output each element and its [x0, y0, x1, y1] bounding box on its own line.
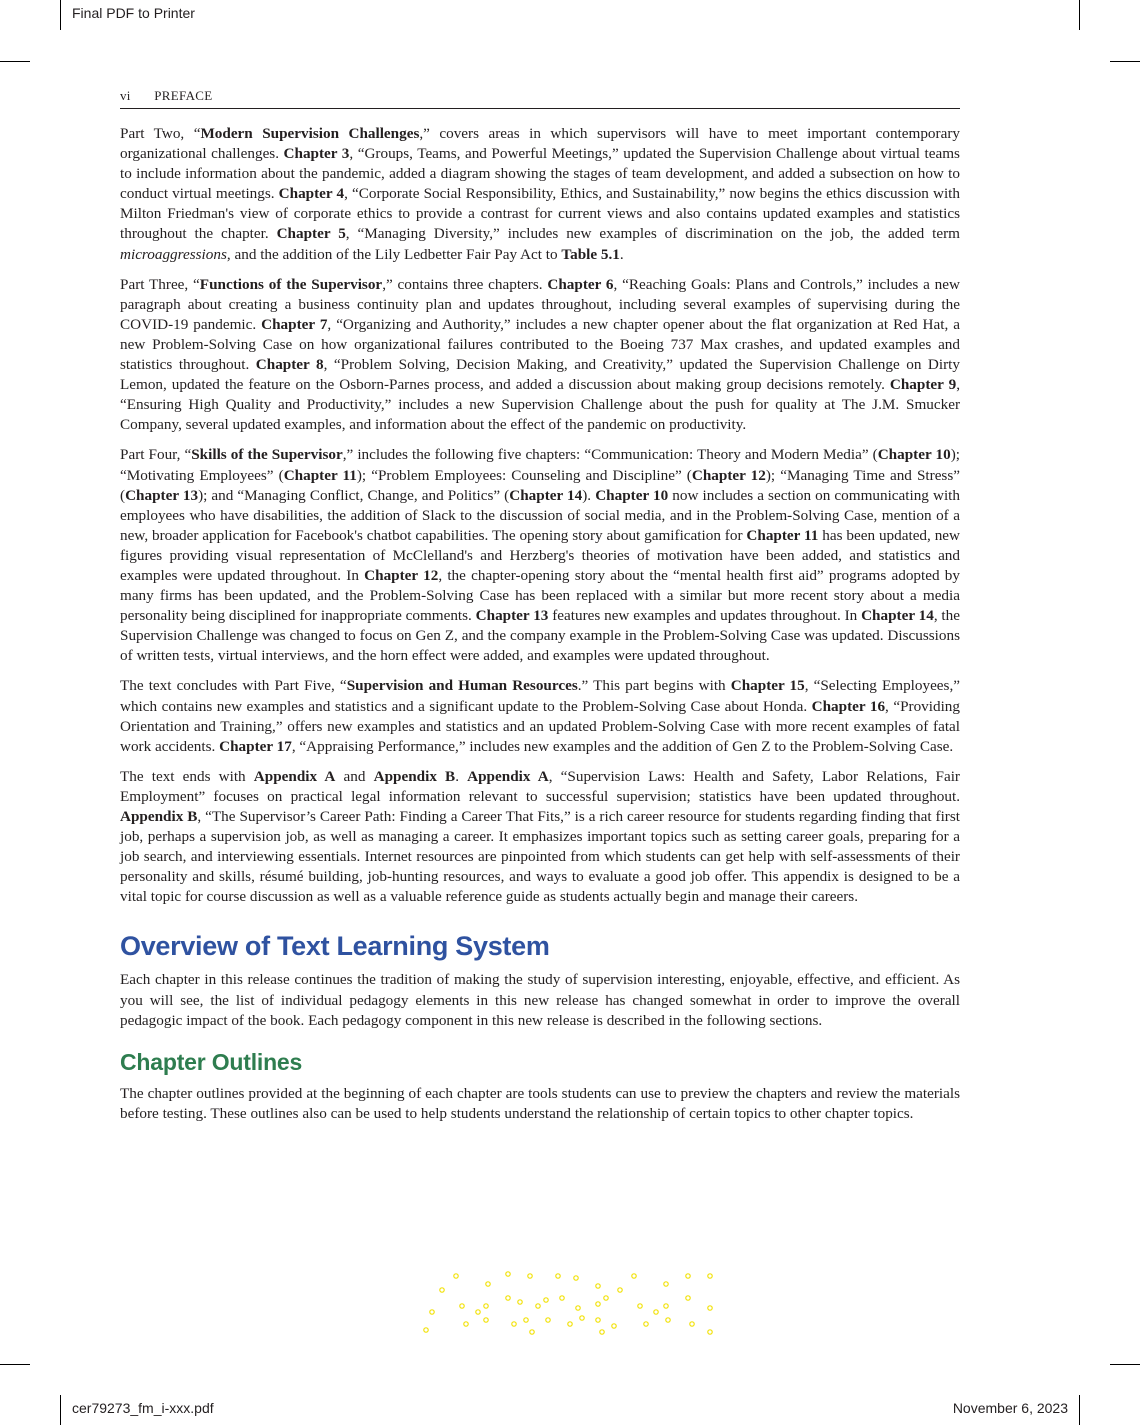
decorative-dot	[484, 1304, 488, 1308]
decorative-dot	[596, 1302, 600, 1306]
bold-run: Chapter 7	[261, 315, 328, 333]
text-run: has been updated, new figures providing visual representation of McClelland's and Herzberg's theories of motivation have been added, and statistics and examples were updated throughout. In	[120, 526, 961, 584]
text-run: ); “Problem Employees: Counseling and Discipline” (	[356, 466, 692, 484]
subsection-heading: Chapter Outlines	[120, 1048, 303, 1075]
decorative-dot	[580, 1316, 584, 1320]
bold-run: Chapter 13	[125, 486, 199, 504]
decorative-dot	[544, 1298, 548, 1302]
decorative-dot	[596, 1284, 600, 1288]
decorative-dot	[454, 1274, 458, 1278]
bold-run: Chapter 13	[475, 607, 549, 625]
bold-run: Chapter 14	[861, 607, 934, 625]
crop-mark	[60, 1395, 61, 1425]
text-run: , “Selecting Employees,” which contains new examples and statistics and a significant update to the Problem-Solving Case about Honda.	[120, 677, 960, 715]
bold-run: Chapter 14	[509, 486, 583, 504]
text-run: now includes a section on communicating with employees who have disabilities, the addition of Slack to the discussion of social media, and in the Problem-Solving Case, mention of a new, broader application for Facebook's chatbot capabilities. The opening story about gamification for	[120, 486, 960, 544]
decorative-dot	[632, 1274, 636, 1278]
decorative-dot	[690, 1322, 694, 1326]
preface-paragraph	[120, 445, 960, 666]
bold-run: Appendix B	[373, 767, 456, 785]
bold-run: Appendix A	[253, 767, 336, 785]
bold-run: Supervision and Human Resources	[346, 677, 578, 695]
bold-run: Functions of the Supervisor	[199, 275, 383, 293]
bold-run: Table 5.1	[561, 245, 620, 263]
slug-top-left: Final PDF to Printer	[72, 5, 195, 21]
running-head-title: PREFACE	[154, 88, 213, 103]
text-run: , “Supervision Laws: Health and Safety, Labor Relations, Fair Employment” focuses on practical legal information relevant to successful supervision; statistics have been updated throughout.	[120, 767, 960, 805]
decorative-dot	[560, 1296, 564, 1300]
running-head	[120, 88, 960, 109]
text-run: , “Groups, Teams, and Powerful Meetings,” updated the Supervision Challenge about virtual teams to include information about the pandemic, added a diagram showing the stages of team development, and added a subsection on how to conduct virtual meetings.	[120, 145, 960, 203]
decorative-dot	[512, 1322, 516, 1326]
text-run: , the Supervision Challenge was changed to focus on Gen Z, and the company example in the Problem-Solving Case was updated. Discussions of written tests, virtual interviews, and the horn effect were added, and examples were updated throughout.	[120, 607, 960, 665]
decorative-dot	[506, 1296, 510, 1300]
decorative-dot	[708, 1274, 712, 1278]
overview-paragraph: Each chapter in this release continues the tradition of making the study of supervision interesting, enjoyable, effective, and efficient. As you will see, the list of individual pedagogy elements in this new release has changed somewhat in order to improve the overall pedagogic impact of the book. Each pedagogy component in this new release is described in the following sections.	[120, 971, 960, 1029]
preface-paragraphs	[120, 124, 960, 907]
text-run: Part Three, “	[120, 275, 200, 293]
decorative-dot	[686, 1274, 690, 1278]
text-run: , “Reaching Goals: Plans and Controls,” includes a new paragraph about creating a business continuity plan and updates throughout, including several examples of supervising during the COVID-19 pandemic.	[120, 275, 960, 333]
preface-paragraph	[120, 767, 960, 908]
decorative-dot-pattern	[420, 1268, 720, 1338]
bold-run: Appendix A	[467, 767, 549, 785]
bold-run: Chapter 15	[730, 677, 805, 695]
bold-run: Chapter 3	[283, 145, 350, 163]
bold-run: Modern Supervision Challenges	[200, 125, 420, 142]
text-run: ); “Motivating Employees” (	[120, 446, 960, 484]
bold-run: Chapter 12	[691, 466, 766, 484]
decorative-dot	[644, 1322, 648, 1326]
crop-mark	[1110, 1364, 1140, 1365]
decorative-dot	[600, 1330, 604, 1334]
bold-run: Chapter 10	[877, 446, 951, 464]
section-heading: Overview of Text Learning System	[120, 931, 550, 962]
decorative-dot	[568, 1322, 572, 1326]
decorative-dot	[506, 1272, 510, 1276]
decorative-dot	[476, 1310, 480, 1314]
decorative-dot	[486, 1282, 490, 1286]
decorative-dot	[556, 1274, 560, 1278]
chapter-outlines-paragraph: The chapter outlines provided at the beginning of each chapter are tools students can use to preview the chapters and review the materials before testing. These outlines also can be used to help students understand the relationship of certain topics to other chapter topics.	[120, 1084, 960, 1122]
bold-run: Chapter 4	[278, 185, 345, 203]
italic-run: microaggressions	[120, 245, 227, 263]
page-number: vi	[120, 88, 131, 103]
bold-run: Chapter 10	[595, 486, 669, 504]
decorative-dot	[528, 1274, 532, 1278]
text-run: The text concludes with Part Five, “	[120, 677, 347, 695]
text-run: .	[619, 245, 624, 263]
decorative-dot	[576, 1306, 580, 1310]
decorative-dot	[518, 1300, 522, 1304]
text-run: ); “Managing Time and Stress” (	[120, 466, 960, 504]
decorative-dot	[666, 1318, 670, 1322]
decorative-dot	[664, 1282, 668, 1286]
decorative-dot	[604, 1296, 608, 1300]
decorative-dot	[618, 1288, 622, 1292]
bold-run: Chapter 8	[255, 356, 324, 374]
decorative-dot	[638, 1304, 642, 1308]
bold-run: Skills of the Supervisor	[191, 446, 343, 464]
text-run: ,” contains three chapters.	[382, 275, 548, 293]
decorative-dot	[524, 1318, 528, 1322]
text-run: and	[335, 767, 374, 785]
text-run: The text ends with	[120, 767, 254, 785]
decorative-dot	[484, 1318, 488, 1322]
decorative-dot	[686, 1296, 690, 1300]
bold-run: Chapter 17	[219, 737, 292, 755]
decorative-dot	[464, 1322, 468, 1326]
preface-paragraph	[120, 124, 960, 265]
slug-bottom-left: cer79273_fm_i-xxx.pdf	[72, 1400, 214, 1416]
decorative-dot	[708, 1330, 712, 1334]
text-run: Part Two, “	[120, 125, 201, 142]
slug-bottom-right: November 6, 2023	[952, 1400, 1068, 1416]
preface-paragraph	[120, 676, 960, 756]
crop-mark	[0, 61, 30, 62]
decorative-dot	[546, 1318, 550, 1322]
text-run: , “Providing Orientation and Training,” offers new examples and statistics and an updated Problem-Solving Case with more recent examples of fatal work accidents.	[120, 697, 960, 755]
bold-run: Chapter 16	[811, 697, 886, 715]
text-run: , “Corporate Social Responsibility, Ethics, and Sustainability,” now begins the ethics discussion with Milton Friedman's view of corporate ethics to provide a contrast for current views and also contains updated examples and statistics throughout the chapter.	[120, 185, 960, 243]
bold-run: Chapter 11	[746, 526, 819, 544]
bold-run: Chapter 12	[364, 566, 439, 584]
crop-mark	[1079, 1395, 1080, 1425]
text-run: ); and “Managing Conflict, Change, and Politics” (	[198, 486, 510, 504]
decorative-dot	[424, 1328, 428, 1332]
bold-run: Appendix B	[120, 808, 198, 825]
preface-paragraph	[120, 275, 960, 436]
decorative-dot	[664, 1304, 668, 1308]
bold-run: Chapter 11	[283, 466, 357, 484]
crop-mark	[60, 0, 61, 30]
decorative-dot	[536, 1304, 540, 1308]
text-run: ,” includes the following five chapters: “Communication: Theory and Modern Media” (	[342, 446, 878, 464]
bold-run: Chapter 6	[547, 275, 614, 293]
crop-mark	[1110, 61, 1140, 62]
text-run: features new examples and updates throughout. In	[548, 607, 862, 625]
bold-run: Chapter 9	[889, 376, 957, 394]
text-run: .” This part begins with	[577, 677, 731, 695]
crop-mark	[0, 1364, 30, 1365]
crop-mark	[1079, 0, 1080, 30]
decorative-dot	[530, 1330, 534, 1334]
text-run: ).	[582, 486, 596, 504]
text-run: , “Problem Solving, Decision Making, and Creativity,” updated the Supervision Challenge on Dirty Lemon, updated the feature on the Osborn-Parnes process, and added a discussion about making group decisions remotely.	[120, 356, 960, 394]
body-text	[120, 124, 960, 1134]
text-run: , “Appraising Performance,” includes new examples and the addition of Gen Z to the Problem-Solving Case.	[291, 737, 954, 755]
decorative-dot	[708, 1306, 712, 1310]
decorative-dot	[654, 1310, 658, 1314]
decorative-dot	[596, 1318, 600, 1322]
text-run: , “Managing Diversity,” includes new examples of discrimination on the job, the added term	[345, 225, 960, 243]
text-run: , “Organizing and Authority,” includes a new chapter opener about the flat organization at Red Hat, a new Problem-Solving Case on how organizational failures contributed to the Boeing 737 Max crashes, and updated examples and statistics throughout.	[120, 315, 960, 374]
decorative-dot	[460, 1304, 464, 1308]
text-run: , “Ensuring High Quality and Productivity,” includes a new Supervision Challenge about the push for quality at The J.M. Smucker Company, several updated examples, and information about the effect of the pandemic on productivity.	[120, 376, 960, 434]
text-run: , and the addition of the Lily Ledbetter Fair Pay Act to	[226, 245, 562, 263]
decorative-dot	[574, 1276, 578, 1280]
decorative-dot	[430, 1310, 434, 1314]
text-run: ,” covers areas in which supervisors will have to meet important contemporary organizational challenges.	[120, 125, 960, 163]
bold-run: Chapter 5	[276, 225, 346, 243]
text-run: Part Four, “	[120, 446, 192, 464]
text-run: .	[455, 767, 468, 785]
decorative-dot	[612, 1324, 616, 1328]
text-run: , “The Supervisor’s Career Path: Finding a Career That Fits,” is a rich career resource for students regarding finding that first job, perhaps a supervision job, as well as managing a career. It emphasizes important topics such as setting career goals, preparing for a job search, and interviewing essentials. Internet resources are pinpointed from which students can get help with self-assessments of their personality and skills, résumé building, job-hunting resources, and ways to evaluate a good job offer. This appendix is designed to be a vital topic for course discussion as well as a valuable reference guide as students actually begin and manage their careers.	[120, 808, 960, 906]
decorative-dot	[440, 1288, 444, 1292]
text-run: , the chapter-opening story about the “mental health first aid” programs adopted by many firms has been updated, and the Problem-Solving Case has been replaced with a similar but more recent story about a media personality being disciplined for inappropriate comments.	[120, 566, 960, 625]
